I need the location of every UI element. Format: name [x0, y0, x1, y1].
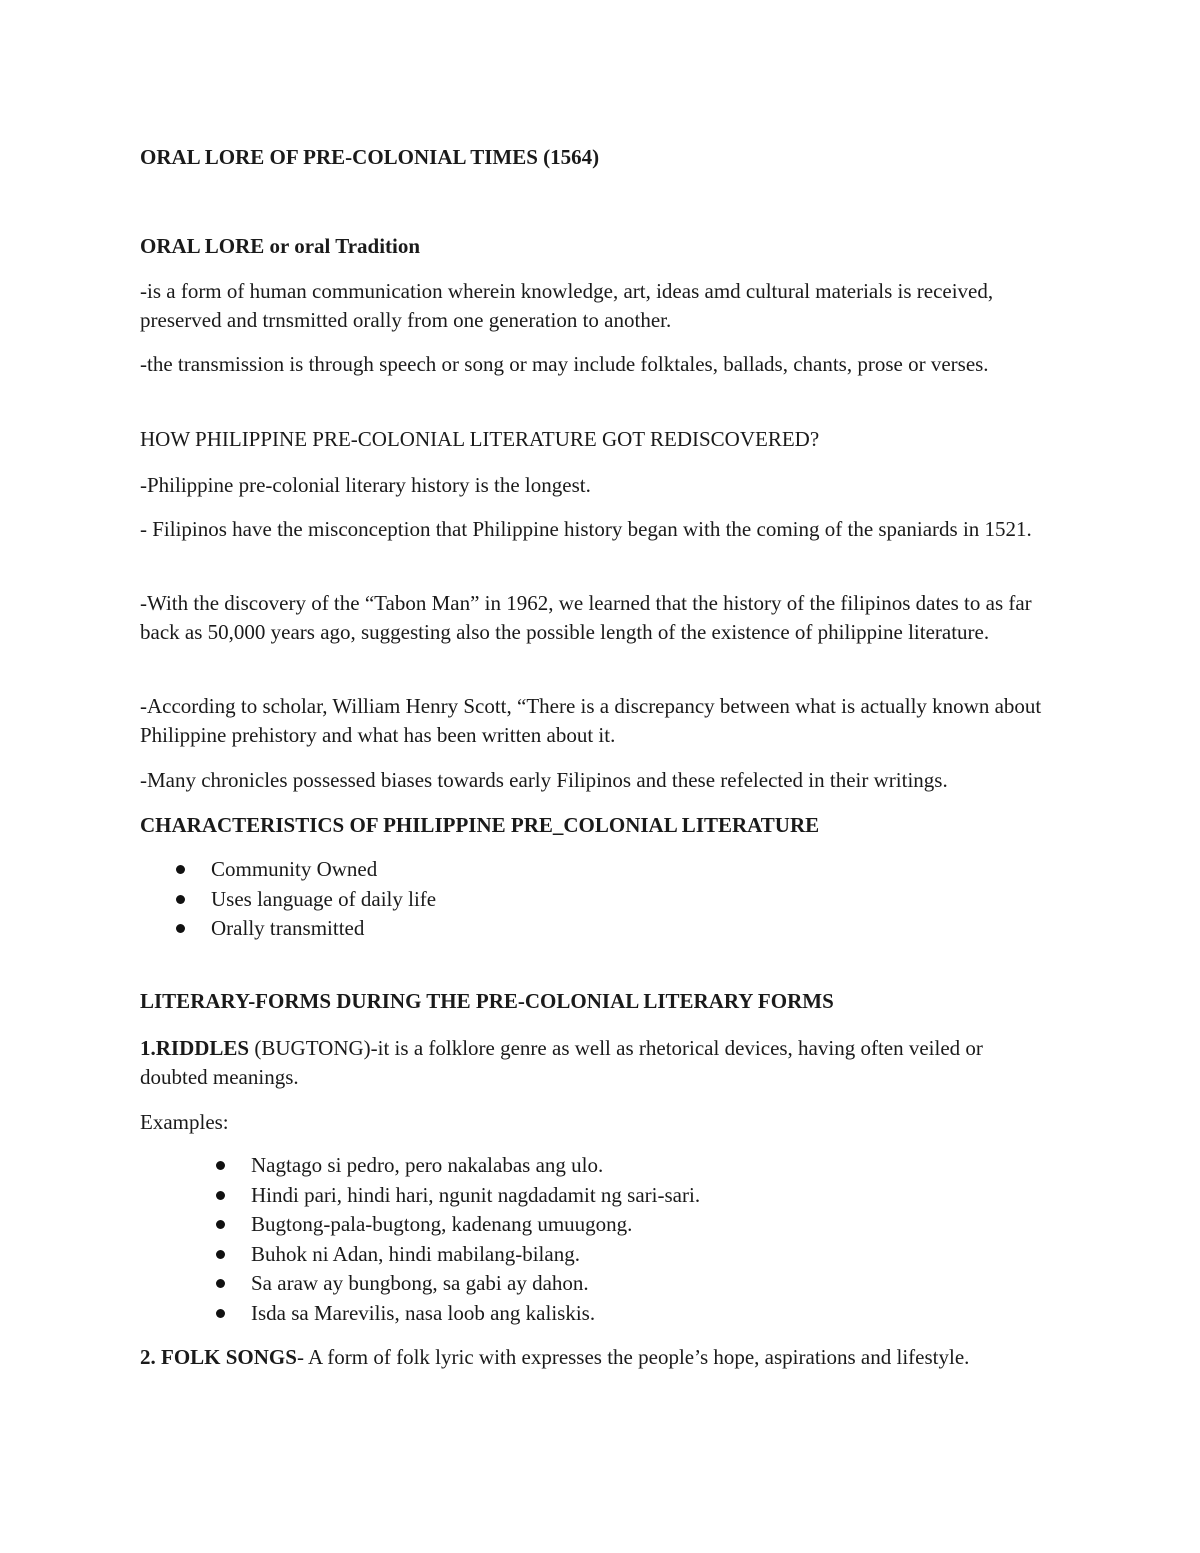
rediscovered-paragraph-3: -With the discovery of the “Tabon Man” in 1962, we learned that the history of the filipinos dates to as far back as 50,000 years ago, suggesting also the possible length of the existence of philippine literature.: [140, 591, 1032, 644]
list-item-text: Nagtago si pedro, pero nakalabas ang ulo.: [251, 1153, 604, 1177]
list-item-text: Hindi pari, hindi hari, ngunit nagdadamit ng sari-sari.: [251, 1182, 701, 1207]
folk-songs-paragraph: [140, 1343, 1045, 1372]
bullet-icon: [216, 1161, 225, 1170]
list-item: [0, 1181, 1200, 1211]
list-item: [0, 855, 1200, 885]
oral-lore-transmission: -the transmission is through speech or song or may include folktales, ballads, chants, prose or verses.: [140, 352, 989, 376]
list-item: [0, 885, 1200, 915]
bullet-icon: [176, 924, 185, 933]
list-item: [0, 1210, 1200, 1240]
rediscovered-paragraph-1: -Philippine pre-colonial literary history is the longest.: [140, 473, 591, 497]
rediscovered-paragraph-4: -According to scholar, William Henry Scott, “There is a discrepancy between what is actually known about Philippine prehistory and what has been written about it.: [140, 694, 1042, 747]
list-item-text: Uses language of daily life: [211, 886, 437, 911]
list-item-text: Sa araw ay bungbong, sa gabi ay dahon.: [251, 1271, 589, 1295]
riddle-examples-list: [0, 1151, 1200, 1328]
literary-forms-heading: LITERARY-FORMS DURING THE PRE-COLONIAL LITERARY FORMS: [140, 989, 834, 1013]
bullet-icon: [216, 1309, 225, 1318]
characteristics-list: [0, 855, 1200, 944]
oral-lore-heading: ORAL LORE or oral Tradition: [140, 234, 421, 258]
list-item: [0, 1299, 1200, 1329]
folk-songs-label: 2. FOLK SONGS: [140, 1345, 297, 1369]
list-item-text: Isda sa Marevilis, nasa loob ang kaliskis.: [251, 1300, 596, 1325]
list-item: [0, 1151, 1200, 1181]
riddles-label: 1.RIDDLES: [140, 1036, 250, 1060]
list-item-text: Buhok ni Adan, hindi mabilang-bilang.: [251, 1241, 580, 1266]
bullet-icon: [176, 895, 185, 904]
riddles-paragraph: [140, 1034, 1045, 1092]
list-item: [0, 1240, 1200, 1270]
list-item-text: Orally transmitted: [211, 916, 365, 940]
oral-lore-definition: -is a form of human communication wherein knowledge, art, ideas amd cultural materials is received, preserved and trnsmitted orally from one generation to another.: [140, 279, 994, 332]
rediscovered-heading: HOW PHILIPPINE PRE-COLONIAL LITERATURE GOT REDISCOVERED?: [140, 427, 820, 451]
characteristics-heading: CHARACTERISTICS OF PHILIPPINE PRE_COLONIAL LITERATURE: [140, 813, 820, 837]
bullet-icon: [176, 865, 185, 874]
riddles-text: (BUGTONG)-it is a folklore genre as well as rhetorical devices, having often veiled or doubted meanings.: [140, 1036, 983, 1089]
list-item: [0, 1269, 1200, 1299]
rediscovered-paragraph-5: -Many chronicles possessed biases towards early Filipinos and these refelected in their writings.: [140, 768, 948, 792]
folk-songs-text: - A form of folk lyric with expresses the people’s hope, aspirations and lifestyle.: [296, 1345, 970, 1369]
list-item: [0, 914, 1200, 944]
examples-label: Examples:: [140, 1110, 229, 1134]
bullet-icon: [216, 1250, 225, 1259]
list-item-text: Bugtong-pala-bugtong, kadenang umuugong.: [251, 1212, 633, 1236]
rediscovered-paragraph-2: - Filipinos have the misconception that Philippine history began with the coming of the spaniards in 1521.: [140, 517, 1032, 541]
bullet-icon: [216, 1191, 225, 1200]
document-title: ORAL LORE OF PRE-COLONIAL TIMES (1564): [140, 145, 600, 169]
bullet-icon: [216, 1220, 225, 1229]
list-item-text: Community Owned: [211, 857, 378, 881]
bullet-icon: [216, 1279, 225, 1288]
